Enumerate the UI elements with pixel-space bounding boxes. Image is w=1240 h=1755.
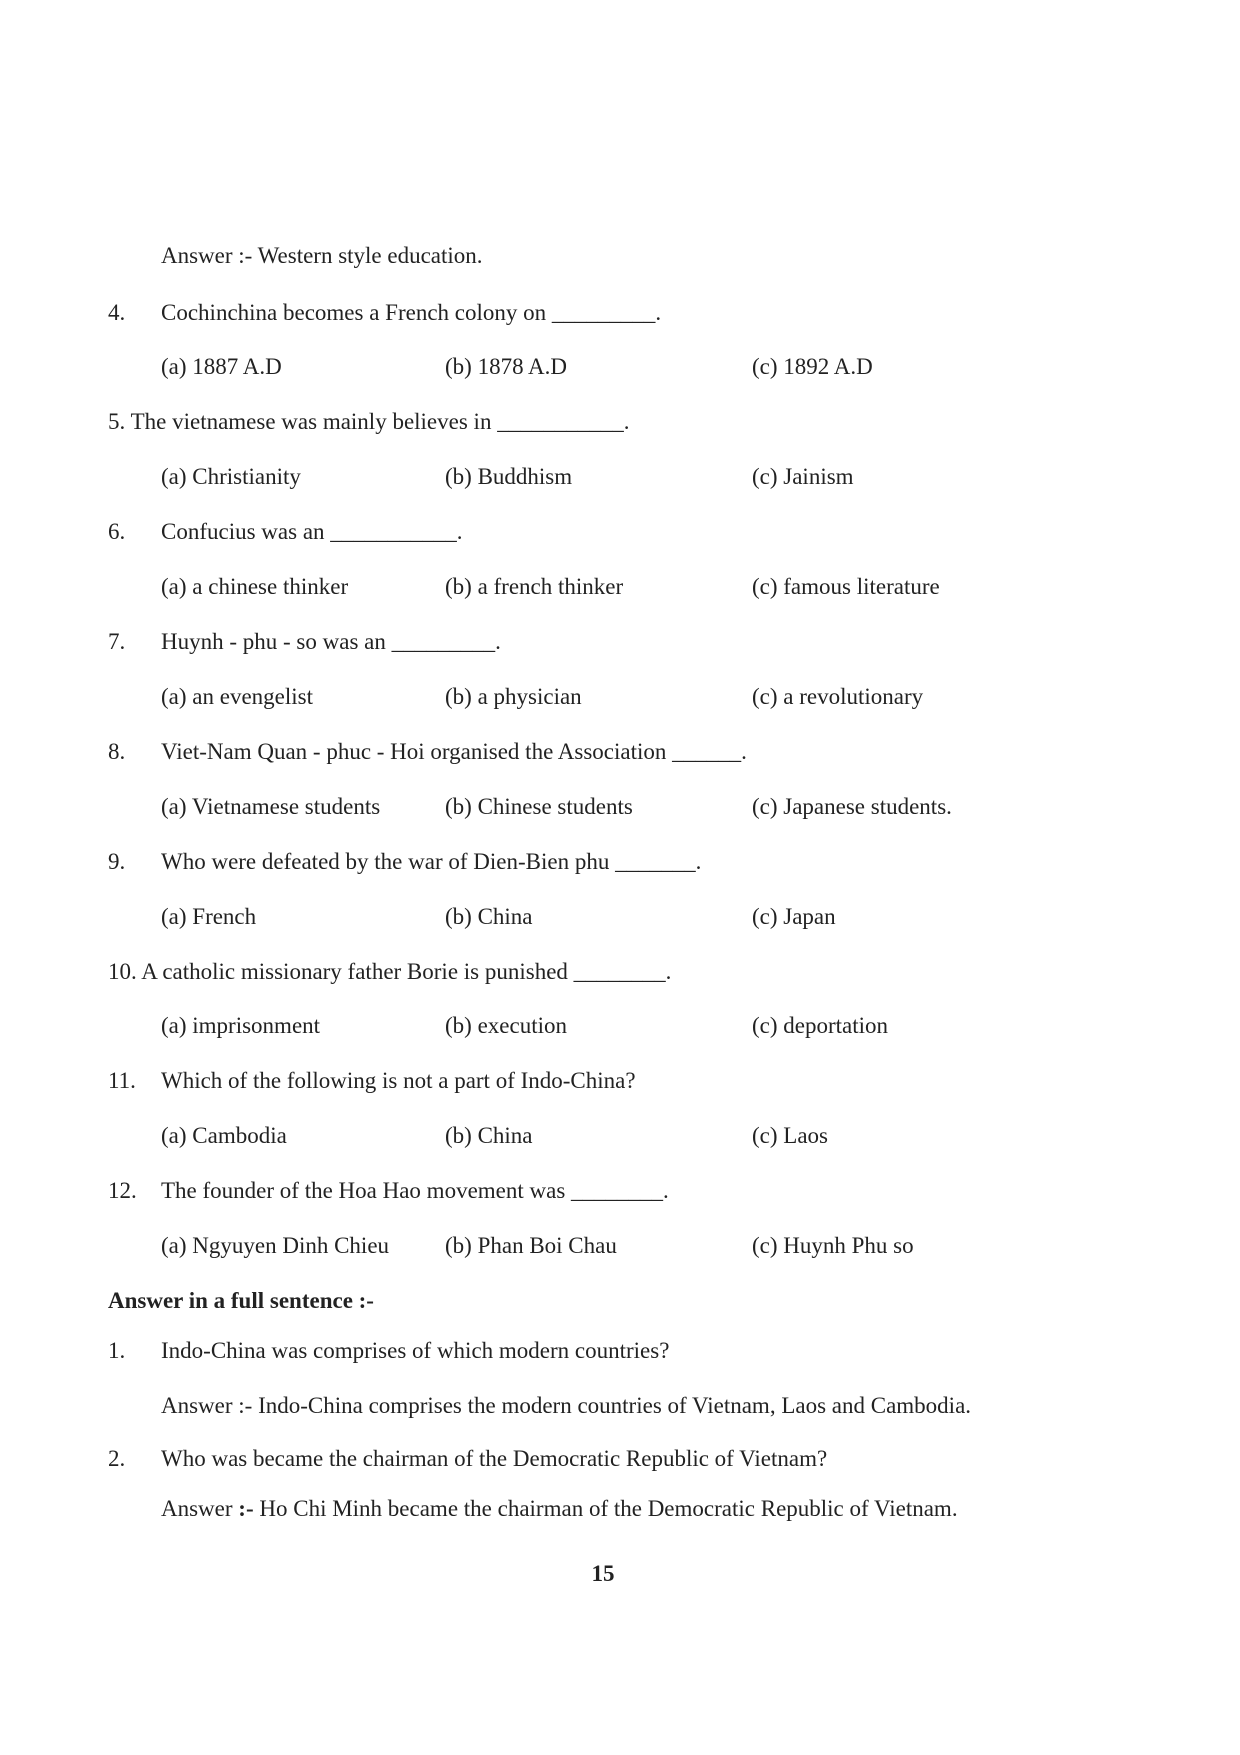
option-c: (c) deportation <box>752 1013 889 1038</box>
option-a: (a) imprisonment <box>161 1013 321 1038</box>
answer-body: Ho Chi Minh became the chairman of the Democratic Republic of Vietnam. <box>253 1496 958 1521</box>
option-c: (c) Jainism <box>752 464 854 489</box>
option-b: (b) Phan Boi Chau <box>445 1233 617 1258</box>
question-text: Huynh - phu - so was an _________. <box>161 629 501 654</box>
question-text: Which of the following is not a part of Indo-China? <box>161 1068 636 1093</box>
answer-separator: :- <box>238 1496 254 1521</box>
question-number: 7. <box>108 629 126 654</box>
option-b: (b) China <box>445 1123 533 1148</box>
option-c: (c) Laos <box>752 1123 828 1148</box>
option-b: (b) execution <box>445 1013 567 1038</box>
option-b: (b) China <box>445 904 533 929</box>
question-number: 8. <box>108 739 126 764</box>
option-c: (c) a revolutionary <box>752 684 924 709</box>
option-c: (c) famous literature <box>752 574 940 599</box>
question-text: 5. The vietnamese was mainly believes in ___________. <box>108 409 630 434</box>
answer-text: Answer :- Western style education. <box>161 243 483 268</box>
question-text: The founder of the Hoa Hao movement was ________. <box>161 1178 669 1203</box>
page-number: 15 <box>591 1561 615 1586</box>
answer-text <box>161 1497 958 1520</box>
option-a: (a) Cambodia <box>161 1123 287 1148</box>
question-number: 2. <box>108 1446 126 1471</box>
option-b: (b) a physician <box>445 684 582 709</box>
question-text: 10. A catholic missionary father Borie is punished ________. <box>108 959 672 984</box>
question-number: 11. <box>108 1068 136 1093</box>
question-number: 9. <box>108 849 126 874</box>
option-a: (a) a chinese thinker <box>161 574 349 599</box>
option-c: (c) 1892 A.D <box>752 354 873 379</box>
option-a: (a) Ngyuyen Dinh Chieu <box>161 1233 390 1258</box>
section-heading: Answer in a full sentence :- <box>108 1288 374 1313</box>
question-number: 1. <box>108 1338 126 1363</box>
question-number: 4. <box>108 300 126 325</box>
option-b: (b) Chinese students <box>445 794 633 819</box>
answer-text: Answer :- Indo-China comprises the modern countries of Vietnam, Laos and Cambodia. <box>161 1393 972 1418</box>
option-a: (a) Christianity <box>161 464 301 489</box>
question-text: Cochinchina becomes a French colony on _________. <box>161 300 662 325</box>
option-c: (c) Japanese students. <box>752 794 952 819</box>
question-number: 12. <box>108 1178 137 1203</box>
question-text: Who were defeated by the war of Dien-Bien phu _______. <box>161 849 702 874</box>
question-text: Confucius was an ___________. <box>161 519 463 544</box>
option-a: (a) 1887 A.D <box>161 354 282 379</box>
question-text: Indo-China was comprises of which modern countries? <box>161 1338 670 1363</box>
question-text: Who was became the chairman of the Democratic Republic of Vietnam? <box>161 1446 828 1471</box>
question-number: 6. <box>108 519 126 544</box>
option-c: (c) Huynh Phu so <box>752 1233 914 1258</box>
option-b: (b) a french thinker <box>445 574 624 599</box>
option-a: (a) an evengelist <box>161 684 313 709</box>
option-b: (b) 1878 A.D <box>445 354 568 379</box>
option-a: (a) Vietnamese students <box>161 794 381 819</box>
answer-prefix: Answer <box>161 1496 239 1521</box>
option-a: (a) French <box>161 904 257 929</box>
option-c: (c) Japan <box>752 904 836 929</box>
question-text: Viet-Nam Quan - phuc - Hoi organised the Association ______. <box>161 739 747 764</box>
option-b: (b) Buddhism <box>445 464 573 489</box>
